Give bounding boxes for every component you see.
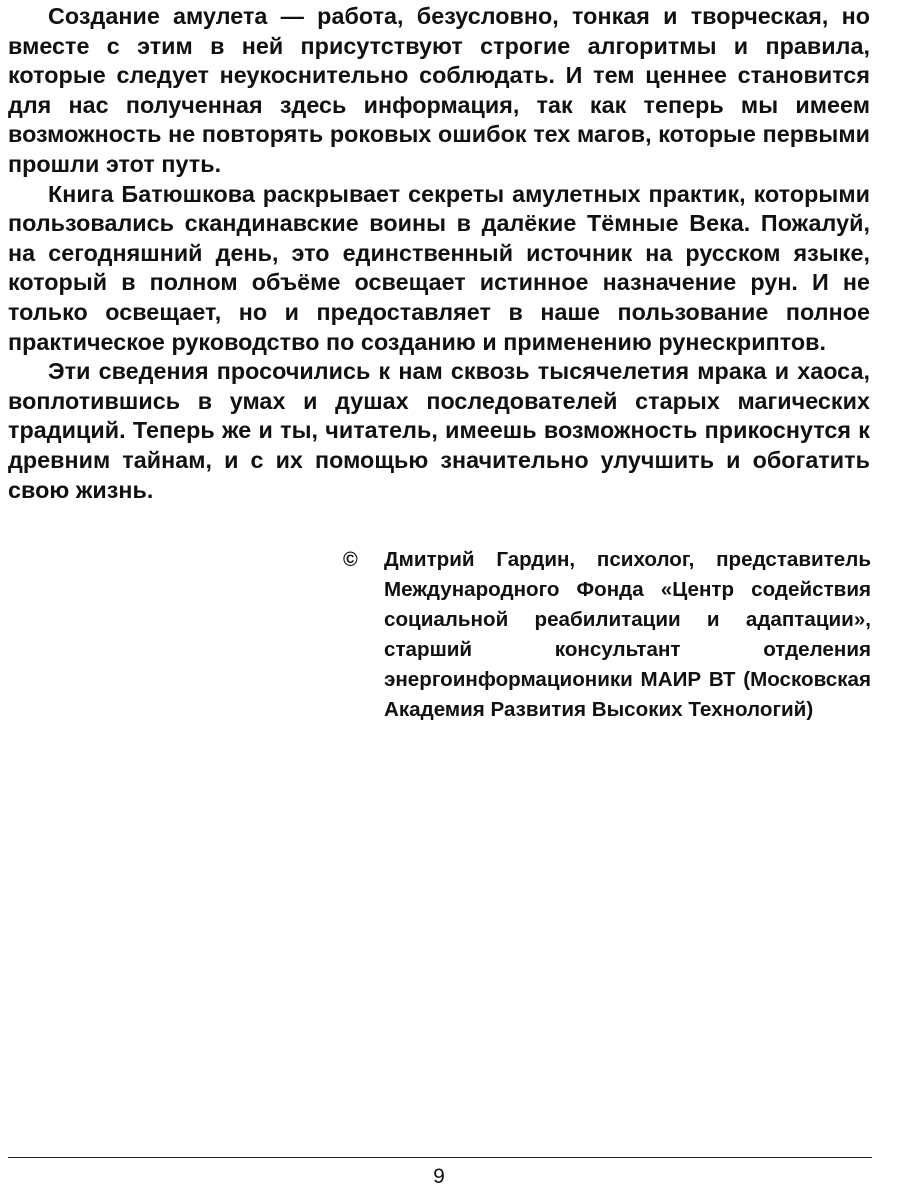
- paragraph-3: Эти сведения просочились к нам сквозь тысячелетия мрака и хаоса, воплотившись в умах и душах последователей старых магических традиций. Теперь же и ты, читатель, имеешь возможность прикоснутся к древним тайнам, и с их помощью значительно улучшить и обогатить свою жизнь.: [8, 358, 870, 503]
- paragraph-1: Создание амулета — работа, безусловно, тонкая и творческая, но вместе с этим в ней присутствуют строгие алгоритмы и правила, которые следует неукоснительно соблюдать. И тем ценнее становится для нас полученная здесь информация, так как теперь мы имеем возможность не повторять роковых ошибок тех магов, которые первыми прошли этот путь.: [8, 3, 870, 177]
- page-number: 9: [433, 1165, 445, 1188]
- copyright-mark: ©: [343, 549, 358, 571]
- paragraph-2: Книга Батюшкова раскрывает секреты амулетных практик, которыми пользовались скандинавские воины в далёкие Тёмные Века. Пожалуй, на сегодняшний день, это единственный источник на русском языке, который в полном объёме освещает истинное назначение рун. И не только освещает, но и предоставляет в наше пользование полное практическое руководство по созданию и применению рунескриптов.: [8, 180, 870, 355]
- footer-divider: [8, 1157, 872, 1158]
- main-text-block: [8, 2, 870, 505]
- attribution-text: Дмитрий Гардин, психолог, представитель Международного Фонда «Центр содействия социальной реабилитации и адаптации», старший консультант отделения энергоинформационики МАИР ВТ (Московская Академия Развития Высоких Технологий): [384, 548, 871, 721]
- author-attribution: [343, 545, 871, 725]
